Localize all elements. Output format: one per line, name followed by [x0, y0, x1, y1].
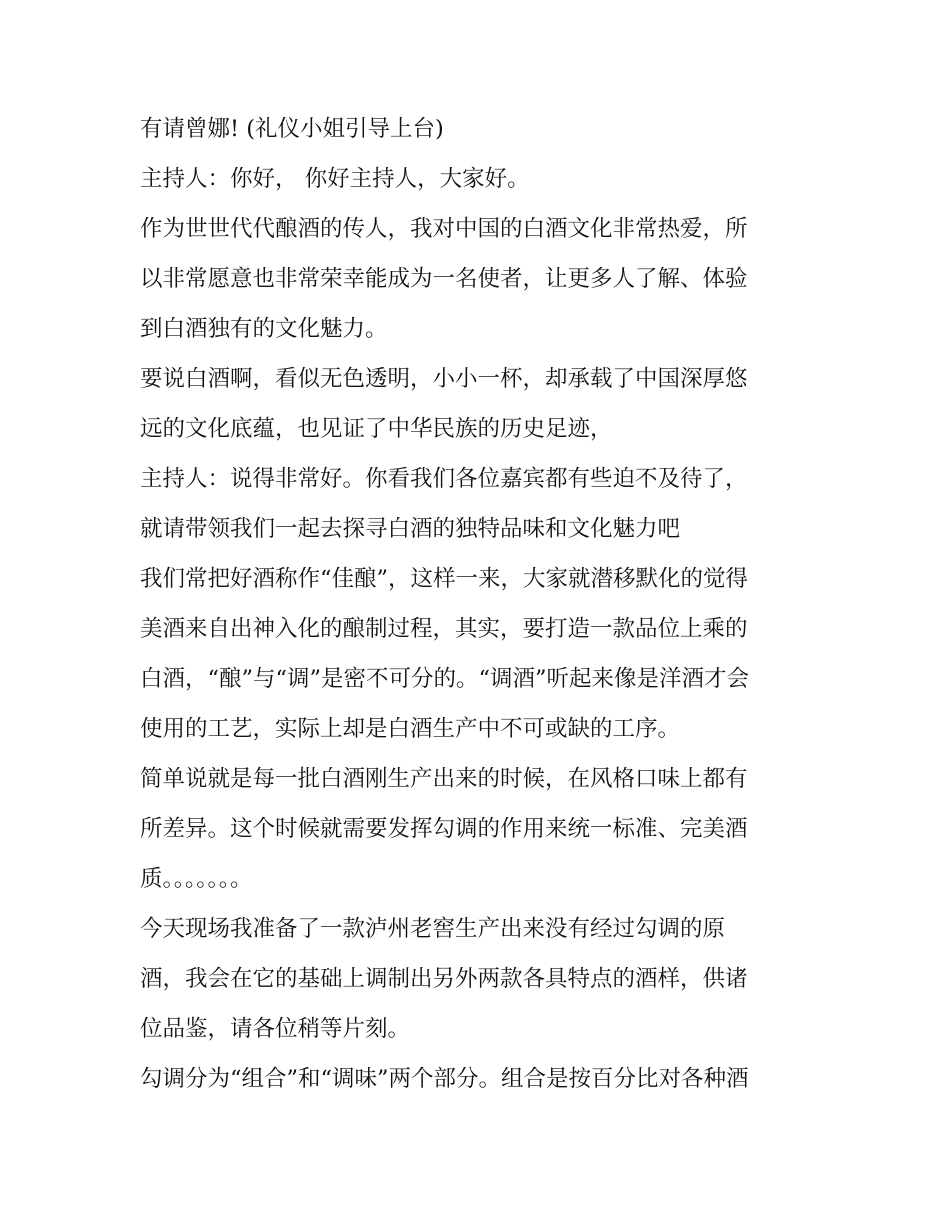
text-line: 我们常把好酒称作“佳酿”，这样一来，大家就潜移默化的觉得: [140, 566, 749, 592]
text-line: 远的文化底蕴，也见证了中华民族的历史足迹，: [140, 416, 613, 442]
text-line: 简单说就是每一批白酒刚生产出来的时候，在风格口味上都有: [140, 766, 748, 792]
text-line: 到白酒独有的文化魅力。: [140, 316, 388, 342]
text-line: 位品鉴，请各位稍等片刻。: [140, 1016, 411, 1042]
text-line: 就请带领我们一起去探寻白酒的独特品味和文化魅力吧: [140, 516, 681, 542]
text-line: 勾调分为“组合”和“调味”两个部分。组合是按百分比对各种酒: [140, 1066, 749, 1092]
text-line: 要说白酒啊，看似无色透明，小小一杯，却承载了中国深厚悠: [140, 366, 748, 392]
text-line: 以非常愿意也非常荣幸能成为一名使者，让更多人了解、体验: [140, 266, 748, 292]
text-line: 美酒来自出神入化的酿制过程，其实，要打造一款品位上乘的: [140, 616, 748, 642]
text-line: 主持人：你好， 你好主持人，大家好。: [140, 166, 530, 192]
text-line: 作为世世代代酿酒的传人，我对中国的白酒文化非常热爱，所: [140, 216, 748, 242]
text-line: 白酒，“酿”与“调”是密不可分的。“调酒”听起来像是洋酒才会: [140, 666, 750, 692]
text-line: 质。。。。。。。: [140, 866, 253, 892]
text-line: 今天现场我准备了一款泸州老窖生产出来没有经过勾调的原: [140, 916, 726, 942]
text-line: 所差异。这个时候就需要发挥勾调的作用来统一标准、完美酒: [140, 816, 748, 842]
text-line: 有请曾娜! (礼仪小姐引导上台): [140, 116, 444, 142]
text-line: 主持人：说得非常好。你看我们各位嘉宾都有些迫不及待了，: [140, 466, 748, 492]
text-line: 酒，我会在它的基础上调制出另外两款各具特点的酒样，供诸: [140, 966, 748, 992]
text-line: 使用的工艺，实际上却是白酒生产中不可或缺的工序。: [140, 716, 681, 742]
